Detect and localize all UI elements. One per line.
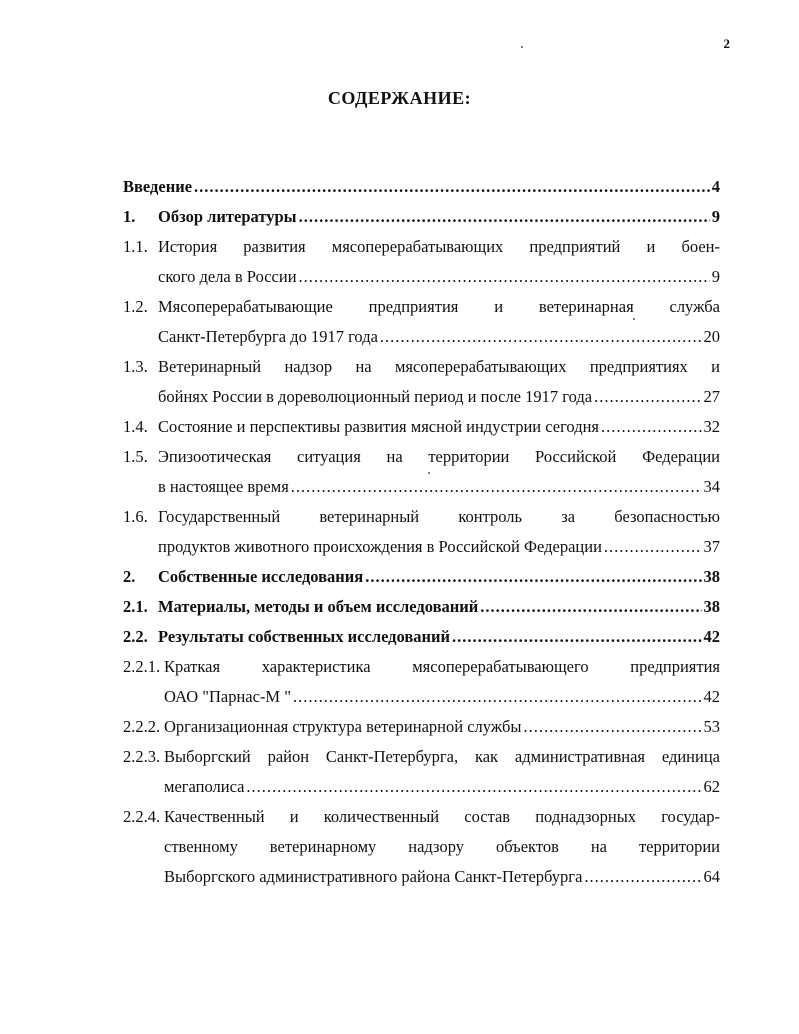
toc-page-number: 27: [703, 387, 720, 406]
toc-entry-s1_6-line2: [123, 532, 720, 562]
toc-title: Введение: [123, 177, 193, 196]
toc-leader-dots: [452, 622, 701, 652]
toc-title: Материалы, методы и объем исследований: [158, 597, 479, 616]
toc-entry-s1_2-line2: [123, 322, 720, 352]
toc-leader-dots: [523, 712, 701, 742]
toc-entry-s2_2_1-line1: [123, 652, 720, 682]
scan-speck: [521, 46, 523, 48]
toc-leader-dots: [194, 172, 710, 202]
toc-entry-s1: [123, 202, 720, 232]
toc-number: 1.5.: [123, 447, 148, 466]
toc-leader-dots: [299, 202, 710, 232]
toc-page-number: 38: [703, 567, 720, 586]
toc-title: Эпизоотическая ситуация на территории Российской Федерации: [158, 447, 720, 466]
toc-page-number: 62: [703, 777, 720, 796]
toc-number: 2.2.3.: [123, 747, 161, 766]
toc-number: 2.2.1.: [123, 657, 161, 676]
toc-number: 1.1.: [123, 237, 148, 256]
toc-title: Организационная структура ветеринарной службы: [164, 717, 522, 736]
toc-number: 1.2.: [123, 297, 148, 316]
toc-page-number: 4: [711, 177, 720, 196]
toc-number: 1.: [123, 207, 136, 226]
toc-page-number: 37: [703, 537, 720, 556]
toc-entry-s2_2_3-line2: [123, 772, 720, 802]
toc-entry-s1_5-line1: [123, 442, 720, 472]
toc-title: Выборгского административного района Санкт-Петербурга: [164, 867, 583, 886]
toc-entry-s2_2_4-line3: [123, 862, 720, 892]
toc-entry-s1_3-line2: [123, 382, 720, 412]
toc-title: Санкт-Петербурга до 1917 года: [158, 327, 378, 346]
toc-title: ОАО "Парнас-М ": [164, 687, 291, 706]
toc-title: Государственный ветеринарный контроль за безопасностью: [158, 507, 720, 526]
toc-entry-s2: [123, 562, 720, 592]
toc-page-number: 42: [703, 687, 720, 706]
toc-title: Выборгский район Санкт-Петербурга, как административная единица: [164, 747, 720, 766]
toc-entry-s1_6-line1: [123, 502, 720, 532]
toc-number: 1.6.: [123, 507, 148, 526]
toc-entry-s2_2_1-line2: [123, 682, 720, 712]
toc-leader-dots: [601, 412, 701, 442]
toc-title: Ветеринарный надзор на мясоперерабатывающих предприятиях и: [158, 357, 720, 376]
toc-leader-dots: [291, 472, 702, 502]
toc-entry-s2_2_4-line1: [123, 802, 720, 832]
page-title: СОДЕРЖАНИЕ:: [327, 88, 472, 108]
toc-page-number: 53: [703, 717, 720, 736]
toc-entry-s1_5-line2: [123, 472, 720, 502]
table-of-contents: [123, 172, 720, 892]
toc-entry-s2_2: [123, 622, 720, 652]
toc-number: 2.2.4.: [123, 807, 161, 826]
toc-leader-dots: [480, 592, 701, 622]
toc-number: 2.2.2.: [123, 717, 161, 736]
toc-title: Состояние и перспективы развития мясной индустрии сегодня: [158, 417, 600, 436]
scan-speck: [428, 472, 430, 474]
toc-title: продуктов животного происхождения в Российской Федерации: [158, 537, 602, 556]
toc-title: Краткая характеристика мясоперерабатывающего предприятия: [164, 657, 720, 676]
toc-title: Результаты собственных исследований: [158, 627, 451, 646]
toc-title: бойнях России в дореволюционный период и после 1917 года: [158, 387, 593, 406]
page-number: 2: [723, 36, 730, 51]
toc-title: Мясоперерабатывающие предприятия и ветеринарная служба: [158, 297, 720, 316]
toc-leader-dots: [584, 862, 701, 892]
toc-entry-s2_2_4-line2: [123, 832, 720, 862]
toc-number: 2.2.: [123, 627, 148, 646]
toc-page-number: 32: [703, 417, 720, 436]
toc-page-number: 42: [703, 627, 720, 646]
toc-title: мегаполиса: [164, 777, 245, 796]
toc-page-number: 20: [703, 327, 720, 346]
toc-entry-s2_1: [123, 592, 720, 622]
toc-leader-dots: [299, 262, 710, 292]
toc-title: ственному ветеринарному надзору объектов на территории: [164, 837, 720, 856]
toc-entry-s2_2_2: [123, 712, 720, 742]
toc-page-number: 9: [711, 207, 720, 226]
toc-number: 2.: [123, 567, 136, 586]
toc-entry-s1_4: [123, 412, 720, 442]
toc-title: в настоящее время: [158, 477, 289, 496]
scan-speck: [633, 318, 635, 320]
toc-title: Обзор литературы: [158, 207, 297, 226]
toc-leader-dots: [604, 532, 702, 562]
toc-page-number: 34: [703, 477, 720, 496]
toc-title: Качественный и количественный состав поднадзорных государ-: [164, 807, 720, 826]
toc-entry-s1_3-line1: [123, 352, 720, 382]
toc-number: 1.3.: [123, 357, 148, 376]
toc-leader-dots: [380, 322, 702, 352]
toc-leader-dots: [246, 772, 701, 802]
toc-leader-dots: [293, 682, 702, 712]
toc-number: 1.4.: [123, 417, 148, 436]
toc-leader-dots: [594, 382, 701, 412]
toc-page-number: 38: [703, 597, 720, 616]
toc-leader-dots: [365, 562, 701, 592]
toc-title: Собственные исследования: [158, 567, 364, 586]
toc-entry-s2_2_3-line1: [123, 742, 720, 772]
toc-entry-s1_1-line2: [123, 262, 720, 292]
toc-entry-s1_1-line1: [123, 232, 720, 262]
toc-page-number: 64: [703, 867, 720, 886]
toc-page-number: 9: [711, 267, 720, 286]
toc-entry-intro: [123, 172, 720, 202]
toc-title: ского дела в России: [158, 267, 297, 286]
toc-entry-s1_2-line1: [123, 292, 720, 322]
toc-number: 2.1.: [123, 597, 148, 616]
toc-title: История развития мясоперерабатывающих предприятий и боен-: [158, 237, 720, 256]
